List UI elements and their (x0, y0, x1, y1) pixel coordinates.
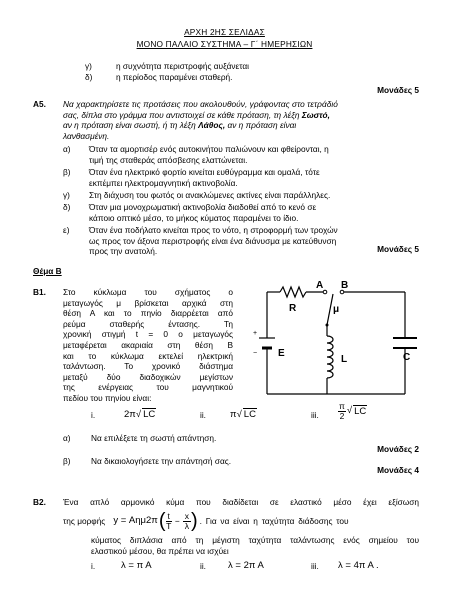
a5-intro-text2: σας, δίπλα στο γράμμα που αντιστοιχεί σε κάθε πρόταση, τη λέξη (63, 109, 300, 120)
b1-option-i-coef: 2π (124, 409, 136, 420)
a5-item-line1: Όταν μια μονοχρωματική ακτινοβολία διαδοθεί από το κενό σε (89, 202, 317, 212)
a4-marks: Μονάδες 5 (377, 85, 419, 95)
b1-line: μεταγωγός μ βρίσκεται αρχικά στη (63, 297, 233, 308)
b1-line: ταλάντωση. Το χρονικό διάστημα (63, 361, 233, 372)
b2-eq-lambda: λ (184, 520, 189, 531)
b1-part-b-label: β) (63, 456, 71, 466)
a5-item-label: γ) (63, 190, 70, 200)
a5-item-label: δ) (63, 202, 71, 212)
a5-item-line3: προς την ανατολή. (89, 246, 158, 257)
b2-line2-post: . Για να είναι η ταχύτητα διάδοσης του (199, 515, 349, 526)
a5-word-correct: Σωστό, (301, 109, 330, 120)
b1-line: θέση Α και το πηνίο διαρρέεται από (63, 308, 233, 319)
b1-line: ρεύμα σταθερής έντασης. Τη (63, 318, 233, 329)
a5-item (63, 144, 419, 166)
switch-pivot (326, 324, 329, 327)
b1-line: πεδίου του πηνίου είναι: (63, 393, 152, 404)
b1-option-i-label: i. (91, 410, 96, 420)
switch-contact-a (323, 290, 327, 294)
page-header-line2: ΜΟΝΟ ΠΑΛΑΙΟ ΣΥΣΤΗΜΑ – Γ΄ ΗΜΕΡΗΣΙΩΝ (136, 39, 313, 49)
b1-part-b-marks: Μονάδες 4 (377, 465, 419, 475)
label-minus: − (253, 350, 258, 357)
a4-option-g-text: η συχνότητα περιστροφής αυξάνεται (116, 61, 250, 71)
a5-item-label: ε) (63, 225, 70, 235)
label-l: L (341, 354, 348, 365)
a5-intro-line4: λανθασμένη. (63, 130, 110, 141)
a4-option-g-label: γ) (85, 61, 92, 71)
a5-item-line1: Στη διάχυση του φωτός οι ανακλώμενες ακτίνες είναι παράλληλες. (89, 190, 331, 200)
b1-option-iii-num: π (339, 401, 345, 411)
b1-option-ii-label: ii. (200, 410, 206, 420)
label-e: E (278, 348, 285, 359)
circuit-diagram (245, 278, 425, 398)
a5-number: Α5. (33, 99, 46, 109)
b2-line1: Ένα απλό αρμονικό κύμα που διαδίδεται σε ελαστικό μέσο έχει εξίσωση (63, 497, 419, 507)
b1-text (63, 287, 233, 404)
b1-line: και το κύκλωμα εκτελεί ηλεκτρική (63, 350, 233, 361)
a5-intro-text3: αν η πρόταση είναι σωστή, ή τη λέξη (63, 120, 196, 131)
a5-item-label: β) (63, 167, 71, 177)
b1-option-iii-rad: LC (354, 405, 367, 417)
b2-line2 (63, 511, 419, 531)
a5-item (63, 167, 419, 189)
theme-b-title: Θέμα Β (33, 266, 62, 276)
label-b: B (341, 280, 349, 291)
b1-line: της ενέργειας του μαγνητικού (63, 382, 233, 393)
a5-item-line2: κάποιο οπτικό μέσο, το μήκος κύματος παραμένει το ίδιο. (89, 212, 299, 223)
page-header-line1: ΑΡΧΗ 2ΗΣ ΣΕΛΙΔΑΣ (184, 27, 265, 37)
b2-option-i-label: i. (91, 561, 96, 571)
b1-line: χρονική στιγμή t = 0 ο μεταγωγός (63, 329, 233, 340)
b2-line2-pre: της μορφής (63, 515, 106, 526)
b2-option-ii-label: ii. (200, 561, 206, 571)
b1-line: μεταφέρεται ακαριαία στη θέση Β (63, 340, 233, 351)
b1-line: Στο κύκλωμα του σχήματος ο (63, 287, 233, 297)
b2-eq-lhs: y = Αημ2π (113, 514, 158, 526)
b1-option-iii-den: 2 (339, 410, 345, 421)
b2-eq-x: x (184, 510, 189, 521)
b1-option-iii-label: iii. (311, 410, 319, 420)
b2-option-iii-label: iii. (311, 561, 319, 571)
a5-item-line1: Όταν ένα ηλεκτρικό φορτίο κινείται ευθύγραμμα και ομαλά, τότε (89, 167, 320, 177)
b2-number: Β2. (33, 497, 46, 507)
b2-option-i: λ = π Α (121, 560, 152, 571)
b2-line4: ελαστικού μέσου, θα πρέπει να ισχύει (91, 546, 229, 556)
a5-item-line2: ως προς τον άξονα περιστροφής είναι ένα διάνυσμα με κατεύθυνση (89, 235, 337, 246)
a5-item-line2: εκπέμπει ηλεκτρομαγνητική ακτινοβολία. (89, 177, 238, 188)
label-r: R (289, 303, 297, 314)
a5-item (63, 202, 419, 224)
b1-option-i: 2π√ LC (124, 409, 156, 420)
b1-option-iii-fraction (338, 402, 346, 421)
a5-item-label: α) (63, 144, 71, 154)
a4-option-d-text: η περίοδος παραμένει σταθερή. (116, 72, 233, 82)
a5-intro-line2 (63, 110, 419, 121)
a5-word-wrong: Λάθος, (198, 120, 226, 131)
b1-part-a-text: Να επιλέξετε τη σωστή απάντηση. (91, 433, 217, 443)
b1-option-ii-rad: LC (243, 409, 256, 420)
inductor-coil (327, 336, 333, 378)
b2-eq-frac1 (166, 512, 172, 531)
b1-part-a-label: α) (63, 433, 71, 443)
b1-number: Β1. (33, 287, 46, 297)
a5-item (63, 190, 419, 201)
a5-items (63, 144, 419, 258)
a5-intro-line1: Να χαρακτηρίσετε τις προτάσεις που ακολουθούν, γράφοντας στο τετράδιό (63, 99, 338, 109)
a5-intro-text4: αν η πρόταση είναι (227, 120, 297, 131)
b2-eq-frac2 (183, 512, 191, 531)
a5-marks: Μονάδες 5 (377, 244, 419, 254)
b2-eq-minus: − (174, 515, 180, 526)
b1-part-b-text: Να δικαιολογήσετε την απάντησή σας. (91, 456, 232, 466)
b1-option-ii-coef: π (230, 409, 237, 420)
a5-intro-line3 (63, 120, 419, 131)
a5-intro (63, 99, 419, 141)
b2-option-iii: λ = 4π Α . (338, 560, 379, 571)
a5-item-line1: Όταν ένα ποδήλατο κινείται προς το νότο, η στροφορμή των τροχών (89, 225, 338, 235)
b2-eq-close-paren: ) (190, 510, 198, 532)
b1-part-a-marks: Μονάδες 2 (377, 444, 419, 454)
a5-item-line1: Όταν τα αμορτισέρ ενός αυτοκινήτου παλιώνουν και φθείρονται, η (89, 144, 329, 154)
b1-option-i-rad: LC (143, 409, 156, 420)
b2-eq-open-paren: ( (158, 510, 166, 532)
label-plus: + (253, 330, 258, 337)
b2-eq-T: T (166, 520, 172, 531)
resistor (280, 287, 306, 297)
b2-line3: κύματος διπλάσια από τη μέγιστη ταχύτητα ταλάντωσης ενός σημείου του (91, 535, 419, 545)
label-a: A (316, 280, 324, 291)
b1-line: μεταξύ δύο διαδοχικών μεγίστων (63, 371, 233, 382)
b1-option-iii: $\frac{\pi}{2}$ √ LC (339, 401, 367, 421)
b2-option-ii: λ = 2π Α (228, 560, 264, 571)
a4-option-d-label: δ) (85, 72, 93, 82)
b2-eq-t: t (167, 510, 170, 521)
a5-item-line2: τιμή της σταθεράς απόσβεσης ελαττώνεται. (89, 154, 248, 165)
label-c: C (403, 352, 411, 363)
b1-option-ii: π√ LC (230, 409, 256, 420)
label-mu: μ (333, 304, 340, 315)
